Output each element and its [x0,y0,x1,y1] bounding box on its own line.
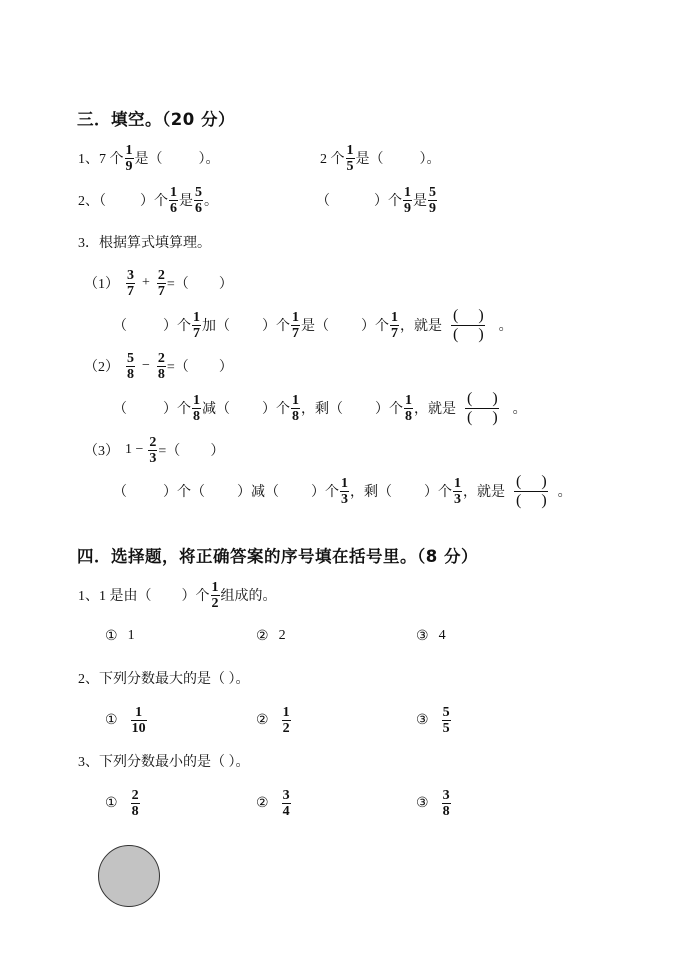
text: ）个 [163,319,191,334]
option-marker: ③ [416,628,429,644]
open-paren: （ [113,319,127,334]
numerator: 3 [442,787,450,803]
numerator: 1 [346,142,354,158]
denominator: 3 [454,491,461,507]
fraction [148,435,157,466]
fraction [442,788,451,819]
denominator: 9 [429,200,436,216]
fraction [291,310,300,341]
numerator: 1 [193,392,200,408]
q3-heading: 3．根据算式填算理。 [78,236,211,251]
text: 。 [498,319,513,334]
denominator: 7 [292,325,299,341]
numerator: 5 [127,350,134,366]
p3-label: （3） [84,444,119,459]
option-text: 1 [127,628,135,643]
p1-reasoning [113,305,513,345]
p1-expression [84,263,233,303]
fraction [390,310,399,341]
paren-numerator: ( ) [453,306,492,324]
fraction [131,705,147,736]
fraction [282,705,291,736]
paren-denominator: ( ) [453,325,492,343]
text: 加（ [202,319,230,334]
q1a-close: ）。 [198,152,220,167]
s4-q2-option-1[interactable] [105,700,148,740]
numerator: 3 [282,787,290,803]
text: ）个 [163,402,191,417]
denominator: 9 [125,158,133,174]
q1a-prefix: 1、7 个 [78,152,124,167]
denominator: 8 [127,366,134,382]
numerator: 1 [292,309,299,325]
numerator: 2 [149,434,157,450]
fraction [125,143,134,174]
numerator: 1 [170,184,177,200]
option-marker: ① [105,712,118,728]
option-marker: ③ [416,712,429,728]
numerator: 1 [404,184,411,200]
p3-expression [84,430,224,470]
numerator: 1 [391,309,398,325]
s4-q1-option-2[interactable] [256,616,286,656]
s4-q2: 2、下列分数最大的是（ ）。 [78,672,250,687]
close-paren: ） [218,360,233,375]
denominator: 8 [292,408,299,424]
fraction [192,310,201,341]
option-marker: ① [105,628,118,644]
denominator: 8 [193,408,200,424]
denominator: 8 [405,408,412,424]
s4-q3-option-2[interactable] [256,783,292,823]
option-marker: ② [256,795,269,811]
s4-q3: 3、下列分数最小的是（ ）。 [78,755,250,770]
s4-q2-option-2[interactable] [256,700,292,740]
fraction [442,705,451,736]
fraction [157,351,166,382]
denominator: 7 [157,283,165,299]
p2-reasoning [113,388,527,428]
option-text: 4 [438,628,446,643]
denominator: 7 [127,283,134,299]
option-marker: ② [256,628,269,644]
paren-denominator: ( ) [467,408,506,426]
fraction [211,580,220,611]
close-paren: ） [210,444,225,459]
denominator: 7 [193,325,200,341]
text: ）个 [375,402,403,417]
q2a-mid: ）个 [140,194,168,209]
text: 1、1 是由（ [78,589,152,604]
text: ，剩（ [301,402,343,417]
text: ，剩（ [350,485,392,500]
s4-q1 [78,575,277,615]
text: 组成的。 [220,589,277,604]
fraction [169,185,178,216]
text: ）个 [311,485,339,500]
fraction [192,393,201,424]
text: 减（ [202,402,230,417]
numerator: 1 [405,392,412,408]
fraction [346,143,355,174]
fraction [404,393,413,424]
s4-q3-option-3[interactable] [416,783,452,823]
equals-open: =（ [158,444,181,459]
q2b-prefix: （ [316,194,330,209]
s4-q1-option-3[interactable] [416,616,446,656]
numerator: 1 [125,142,133,158]
fraction [157,268,166,299]
equals-open: =（ [166,360,189,375]
text: 。 [512,402,527,417]
numerator: 1 [282,704,290,720]
denominator: 8 [442,803,450,819]
denominator: 3 [149,450,157,466]
paren-numerator: ( ) [467,389,506,407]
open-paren: （ [113,485,127,500]
denominator: 5 [346,158,354,174]
paren-fraction-blank[interactable] [459,390,506,427]
text: ）个 [262,402,290,417]
q1-part-a [78,138,220,178]
text: ）个 [424,485,452,500]
text: ）个 [361,319,389,334]
close-paren: ） [218,277,233,292]
denominator: 4 [282,803,290,819]
paren-denominator: ( ) [516,491,555,509]
numerator: 2 [157,350,165,366]
fraction [291,393,300,424]
q2-part-a [78,180,218,220]
denominator: 7 [391,325,398,341]
denominator: 10 [131,720,146,736]
fraction [403,185,412,216]
numerator: 1 [211,579,219,595]
denominator: 2 [282,720,290,736]
option-marker: ③ [416,795,429,811]
numerator: 5 [195,184,202,200]
text: ）减（ [237,485,279,500]
numerator: 5 [442,704,450,720]
text: 。 [557,485,572,500]
denominator: 8 [131,803,139,819]
paren-fraction-blank[interactable] [508,473,555,510]
fraction [453,476,462,507]
q1b-prefix: 2 个 [320,152,345,167]
numerator: 1 [292,392,299,408]
q1a-post: 是（ [134,152,163,167]
fraction [428,185,437,216]
fraction [340,476,349,507]
text: ）个 [181,589,210,604]
one-minus: 1 − [125,442,144,457]
p2-expression [84,346,233,386]
equals-open: =（ [166,277,189,292]
numerator: 1 [193,309,200,325]
section-3-title: 三．填空。（20 分） [77,110,235,129]
denominator: 5 [442,720,450,736]
paren-numerator: ( ) [516,472,555,490]
numerator: 1 [341,475,348,491]
text: ，就是 [400,319,442,334]
section-4-title: 四．选择题，将正确答案的序号填在括号里。（8 分） [77,547,478,566]
q2b-is: 是 [413,194,427,209]
denominator: 3 [341,491,348,507]
numerator: 5 [429,184,436,200]
operator: − [142,358,150,373]
denominator: 6 [195,200,202,216]
denominator: 9 [404,200,411,216]
operator: + [142,275,150,290]
fraction [282,788,291,819]
text: ）个 [262,319,290,334]
fraction [126,351,135,382]
denominator: 8 [157,366,165,382]
numerator: 1 [135,704,143,720]
q1b-close: ）。 [419,152,441,167]
numerator: 2 [157,267,165,283]
s4-q2-option-3[interactable] [416,700,452,740]
numerator: 2 [131,787,139,803]
s4-q1-option-1[interactable] [105,616,135,656]
p2-label: （2） [84,360,119,375]
q2a-is: 是 [179,194,193,209]
q2a-end: 。 [204,194,218,209]
p3-reasoning [113,471,572,511]
text: ，就是 [463,485,505,500]
q2a-prefix: 2、（ [78,194,106,209]
fraction [126,268,135,299]
gray-circle [98,845,160,907]
option-text: 2 [278,628,286,643]
option-marker: ① [105,795,118,811]
text: 是（ [301,319,329,334]
numerator: 3 [127,267,134,283]
text: ，就是 [414,402,456,417]
q1b-post: 是（ [355,152,384,167]
open-paren: （ [113,402,127,417]
q2-part-b [316,180,438,220]
denominator: 2 [211,595,219,611]
p1-label: （1） [84,277,119,292]
q1-part-b [320,138,441,178]
denominator: 6 [170,200,177,216]
q2b-mid: ）个 [374,194,402,209]
fraction [131,788,140,819]
numerator: 1 [454,475,461,491]
s4-q3-option-1[interactable] [105,783,141,823]
fraction [194,185,203,216]
option-marker: ② [256,712,269,728]
paren-fraction-blank[interactable] [445,307,492,344]
text: ）个（ [163,485,205,500]
